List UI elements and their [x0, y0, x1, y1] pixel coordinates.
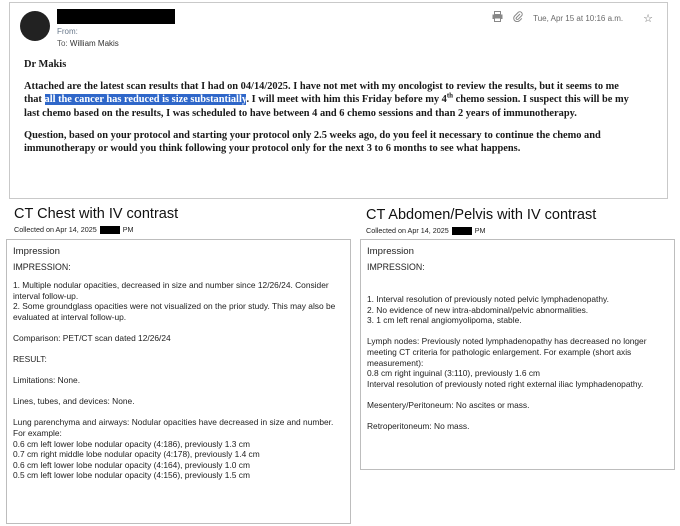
email-paragraph-2: Question, based on your protocol and starting your protocol only 2.5 weeks ago, do you feel it necessary to continue the chemo and immunotherapy or would you think following your protocol only for the next 3 to 6 months to see what happens.: [24, 129, 601, 155]
chest-measurement: 0.7 cm right middle lobe nodular opacity (4:178), previously 1.4 cm: [13, 449, 260, 460]
email-actions: [492, 11, 653, 25]
star-icon[interactable]: ☆: [643, 12, 653, 25]
abdomen-retroperitoneum: Retroperitoneum: No mass.: [367, 421, 470, 432]
abdomen-impression-item-3: 3. 1 cm left renal angiomyolipoma, stable.: [367, 315, 522, 326]
abdomen-report-title: CT Abdomen/Pelvis with IV contrast: [366, 207, 597, 223]
recipient-name: William Makis: [69, 39, 119, 48]
chest-report: [6, 239, 351, 524]
abdomen-impression-item-1: 1. Interval resolution of previously noted pelvic lymphadenopathy.: [367, 294, 609, 305]
chest-limitations: Limitations: None.: [13, 375, 81, 386]
email-body: [24, 58, 632, 164]
highlighted-text: all the cancer has reduced is size substantially: [44, 94, 247, 106]
sender-name-redaction: [57, 9, 175, 24]
from-label: From:: [57, 27, 78, 36]
chest-comparison: Comparison: PET/CT scan dated 12/26/24: [13, 333, 171, 344]
chest-measurement: 0.6 cm left lower lobe nodular opacity (4:186), previously 1.3 cm: [13, 438, 250, 449]
email-greeting: Dr Makis: [24, 59, 67, 70]
chest-impression-item-2: 2. Some groundglass opacities were not visualized on the prior study. This may also be evaluated at interval follow-up.: [13, 301, 336, 322]
abdomen-impression-item-2: 2. No evidence of new intra-abdominal/pelvic abnormalities.: [367, 304, 589, 315]
chest-collected-line: Collected on Apr 14, 2025 PM: [14, 225, 134, 234]
chest-result-label: RESULT:: [13, 354, 47, 365]
abdomen-mesentery: Mesentery/Peritoneum: No ascites or mass.: [367, 399, 530, 410]
chest-lines-tubes: Lines, tubes, and devices: None.: [13, 396, 135, 407]
chest-measurement: 0.6 cm left lower lobe nodular opacity (4:164), previously 1.0 cm: [13, 459, 250, 470]
email-date: Tue, Apr 15 at 10:16 a.m.: [533, 13, 624, 23]
sender-avatar[interactable]: [20, 11, 50, 41]
attachment-icon[interactable]: [513, 11, 523, 25]
chest-impression-item-1: 1. Multiple nodular opacities, decreased in size and number since 12/26/24. Consider interval follow-up.: [13, 280, 329, 301]
print-icon[interactable]: [492, 11, 503, 25]
abdomen-lymph-measurement: 0.8 cm right inguinal (3:110), previously 1.6 cm: [367, 368, 541, 379]
chest-impression-label: IMPRESSION:: [13, 261, 71, 272]
recipient-line: [57, 39, 119, 48]
email-message: [9, 2, 668, 199]
chest-measurement: 0.5 cm left lower lobe nodular opacity (4:156), previously 1.5 cm: [13, 470, 250, 481]
time-redaction: [452, 227, 472, 235]
abdomen-lymph-resolution: Interval resolution of previously noted right external iliac lymphadenopathy.: [367, 378, 644, 389]
email-paragraph-1: Attached are the latest scan results that I had on 04/14/2025. I have not met with my oncologist to review the results, but it seems to me that all the cancer has reduced is size substantially. I will meet with him this Friday before my 4th chemo session. I suspect this will be my last chemo based on the results, I was scheduled to have between 4 and 6 chemo sessions and than 2 years of immunotherapy.: [24, 81, 629, 119]
chest-report-title: CT Chest with IV contrast: [14, 206, 179, 222]
chest-section-heading: Impression: [13, 246, 60, 257]
abdomen-section-heading: Impression: [367, 246, 414, 257]
abdomen-collected-line: Collected on Apr 14, 2025 PM: [366, 226, 486, 235]
chest-lung-findings: Lung parenchyma and airways: Nodular opacities have decreased in size and number. For example:: [13, 417, 334, 439]
to-label: To:: [57, 39, 68, 48]
abdomen-impression-label: IMPRESSION:: [367, 261, 425, 272]
abdomen-report: [360, 239, 675, 470]
time-redaction: [100, 226, 120, 234]
abdomen-lymph-nodes: Lymph nodes: Previously noted lymphadenopathy has decreased no longer meeting CT criteria for pathologic enlargement. For example (short axis measurement):: [367, 336, 647, 368]
